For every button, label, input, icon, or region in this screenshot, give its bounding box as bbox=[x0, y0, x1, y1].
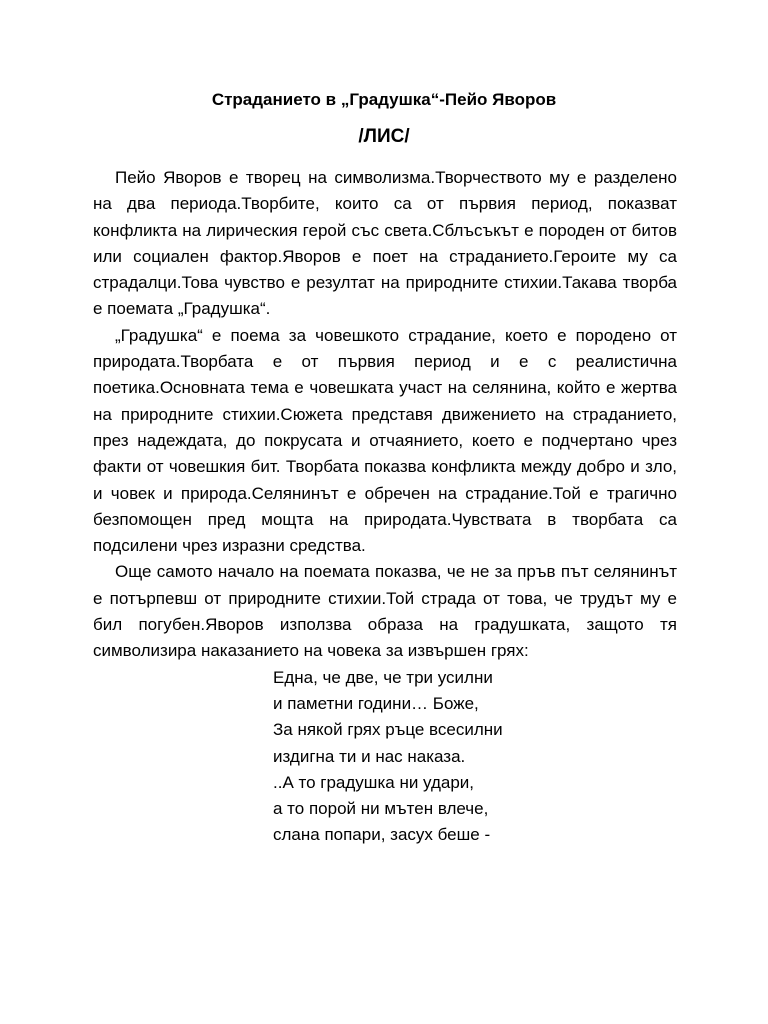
poem-quote bbox=[273, 665, 677, 849]
poem-line: а то порой ни мътен влече, bbox=[273, 799, 489, 819]
paragraph-poem-opening: Още самото начало на поемата показва, че не за пръв път селянинът е потърпевш от природните стихии.Той страда от това, че трудът му е бил погубен.Яворов използва образа на градушката, защото тя символизира наказанието на човека за извършен грях: bbox=[93, 562, 677, 661]
poem-line: и паметни години… Боже, bbox=[273, 693, 479, 713]
poem-line: Една, че две, че три усилни bbox=[273, 667, 493, 687]
document-title: Страданието в „Градушка“-Пейо Яворов bbox=[211, 90, 557, 109]
poem-line: За някой грях ръце всесилни bbox=[273, 720, 503, 740]
document-subtitle: /ЛИС/ bbox=[358, 126, 410, 147]
paragraph-poem-theme: „Градушка“ е поема за човешкото страдание, което е породено от природата.Творбата е от първия период и е с реалистична поетика.Основната тема е човешката участ на селянина, който е жертва на природните стихии.Сюжета представя движението на страданието, през надеждата, до покрусата и отчаянието, което е подчертано чрез факти от човешкия бит. Творбата показва конфликта между добро и зло, и човек и природа.Селянинът е обречен на страдание.Той е трагично безпомощен пред мощта на природата.Чувствата в творбата са подсилени чрез изразни средства. bbox=[93, 325, 677, 556]
poem-line: издигна ти и нас наказа. bbox=[273, 746, 466, 766]
poem-line: ..А то градушка ни удари, bbox=[273, 772, 475, 792]
document-body bbox=[93, 165, 677, 849]
poem-line: слана попари, засух беше - bbox=[273, 825, 491, 845]
paragraph-intro: Пейо Яворов е творец на символизма.Творчеството му е разделено на два периода.Творбите, които са от първия период, показват конфликта на лирическия герой със света.Сблъсъкът е породен от битов или социален фактор.Яворов е поет на страданието.Героите му са страдалци.Това чувство е резултат на природните стихии.Такава творба е поемата „Градушка“. bbox=[93, 168, 677, 319]
